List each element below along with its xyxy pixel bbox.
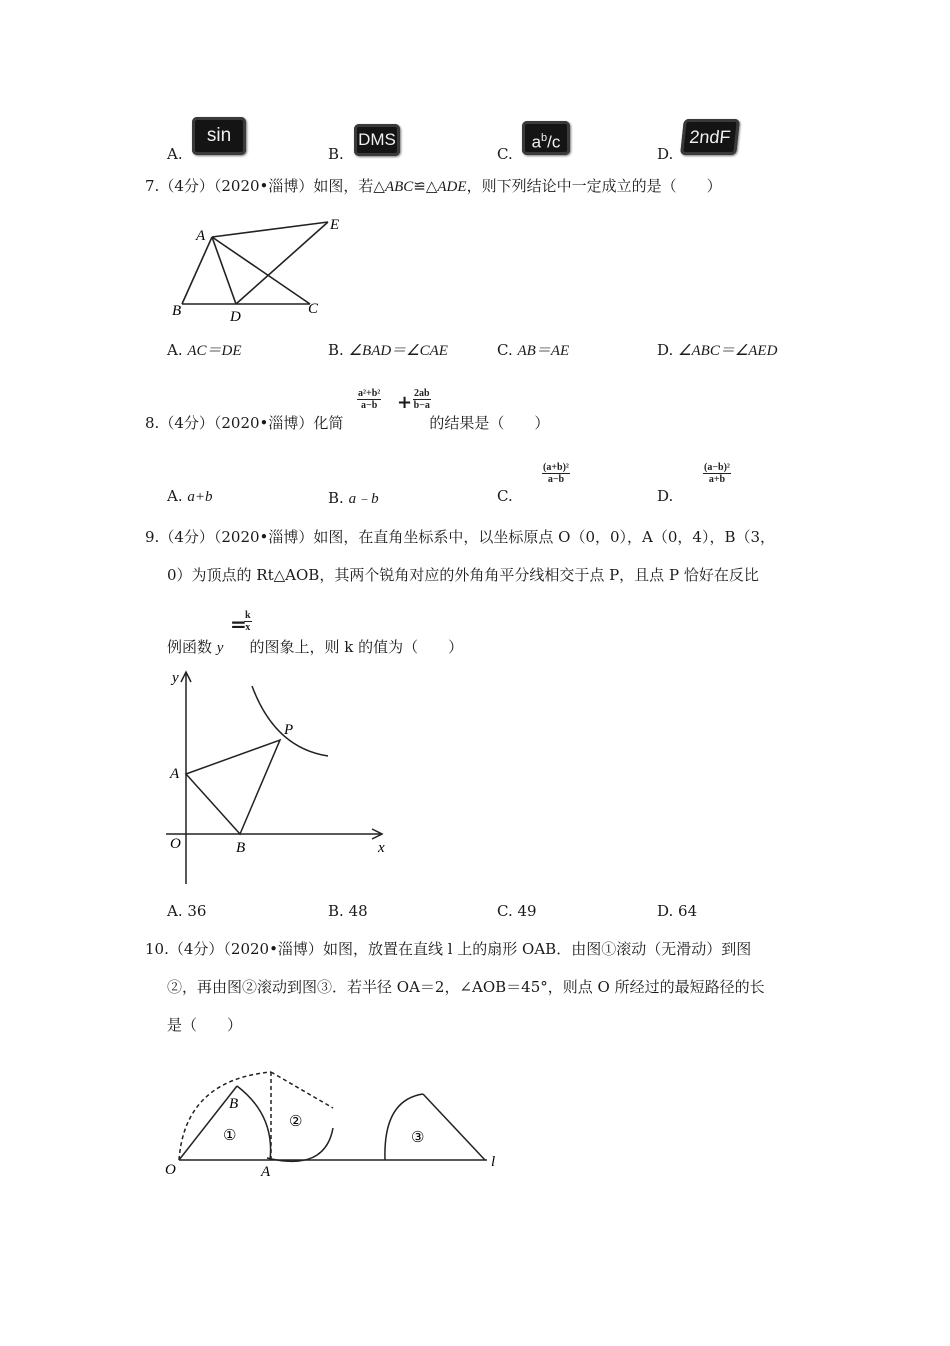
q10-sector1-arc bbox=[237, 1086, 271, 1160]
q7-label-b: B bbox=[172, 303, 182, 319]
q10-stem-line2: ②，再由图②滚动到图③．若半径 OA＝2，∠AOB＝45°，则点 O 所经过的最短路径的长 bbox=[167, 978, 765, 996]
q8-option-c-letter: C. bbox=[497, 487, 513, 505]
q7-segment-ac bbox=[212, 237, 310, 304]
q8-fraction-1: $\frac{\text{a²+b²}}{a-b}$ bbox=[358, 388, 381, 411]
q9-number: 9. bbox=[145, 528, 160, 546]
q10-sector3-arc bbox=[385, 1094, 423, 1160]
q8-option-c-fraction: $\frac{\text{(a+b)²}}{a-b}$ bbox=[543, 462, 569, 485]
q10-label-a: A bbox=[261, 1164, 271, 1180]
q7-label-e: E bbox=[330, 217, 340, 233]
q7-label-a: A bbox=[196, 228, 206, 244]
q7-option-a: AC＝DE bbox=[187, 343, 242, 359]
q9-label-p: P bbox=[284, 722, 294, 738]
q9-stem-line2: 0）为顶点的 Rt△AOB，其两个锐角对应的外角角平分线相交于点 P，且点 P 恰好在反比 bbox=[167, 566, 759, 584]
q8-number: 8. bbox=[145, 414, 160, 432]
q7-segment-ab bbox=[182, 237, 212, 304]
q10-dashed-slant bbox=[271, 1072, 333, 1108]
q8-option-b: a﹣b bbox=[348, 491, 379, 507]
q8-option-a: a+b bbox=[187, 489, 213, 505]
q8-option-d-fraction: $\frac{\text{(a−b)²}}{a+b}$ bbox=[704, 462, 730, 485]
q7-option-c: AB＝AE bbox=[517, 343, 570, 359]
q9-option-a: 36 bbox=[187, 902, 207, 920]
q10-circled-2: ② bbox=[289, 1114, 303, 1130]
q9-option-c: 49 bbox=[517, 902, 537, 920]
q6-option-b-letter: B. bbox=[328, 145, 344, 163]
q10-sector-rolling-figure bbox=[155, 1060, 515, 1185]
q10-circled-3: ③ bbox=[411, 1130, 425, 1146]
q9-label-b: B bbox=[236, 840, 246, 856]
q9-label-x: x bbox=[378, 840, 385, 856]
q9-stem-line1: 9.（4分）（2020•淄博）如图，在直角坐标系中，以坐标原点 O（0，0），A（0，4），B（3， bbox=[145, 528, 776, 546]
q9-triangle-apb bbox=[186, 740, 280, 834]
q8-stem: 8.（4分）（2020•淄博）化简 的结果是（ ） bbox=[145, 414, 550, 432]
q9-label-y: y bbox=[172, 670, 179, 686]
2ndf-key-icon: 2ndF bbox=[680, 119, 740, 155]
q7-segment-ad bbox=[212, 237, 236, 304]
q9-label-a: A bbox=[170, 766, 180, 782]
q8-option-d-letter: D. bbox=[657, 487, 674, 505]
q7-meta: （4分）（2020•淄博） bbox=[159, 177, 314, 195]
q10-stem-line1: 10.（4分）（2020•淄博）如图，放置在直线 l 上的扇形 OAB．由图①滚动（无滑动）到图 bbox=[145, 940, 752, 958]
q10-sector3-edge bbox=[423, 1094, 485, 1160]
q6-option-d-letter: D. bbox=[657, 145, 674, 163]
q9-coordinate-figure bbox=[160, 660, 400, 890]
q7-option-b: ∠BAD＝∠CAE bbox=[348, 343, 448, 359]
q7-option-d: ∠ABC＝∠AED bbox=[678, 343, 778, 359]
q10-stem-line3: 是（ ） bbox=[167, 1016, 243, 1034]
q10-circled-1: ① bbox=[223, 1128, 237, 1144]
q7-label-c: C bbox=[308, 301, 319, 317]
fraction-key-icon: $a^b/c$ bbox=[522, 121, 570, 155]
q7-label-d: D bbox=[230, 309, 241, 325]
dms-key-icon: DMS bbox=[354, 124, 400, 156]
q7-segment-ae bbox=[212, 222, 328, 237]
q7-number: 7. bbox=[145, 177, 160, 195]
q9-label-o: O bbox=[170, 836, 181, 852]
q7-stem: 7.（4分）（2020•淄博）如图，若△ABC≌△ADE，则下列结论中一定成立的是（ ） bbox=[145, 177, 722, 195]
q10-dashed-path-arc bbox=[179, 1072, 271, 1160]
q10-sector2-arc bbox=[267, 1128, 333, 1161]
q9-stem-line3: 例函数 y 的图象上，则 k 的值为（ ） bbox=[167, 638, 464, 656]
q7-triangle-figure bbox=[160, 205, 360, 330]
sin-key-icon: sin bbox=[192, 117, 246, 155]
q6-option-a-letter: A. bbox=[167, 145, 183, 163]
q10-number: 10. bbox=[145, 940, 169, 958]
q10-label-o: O bbox=[165, 1162, 176, 1178]
q9-option-b: 48 bbox=[348, 902, 368, 920]
q9-option-d: 64 bbox=[678, 902, 698, 920]
q8-plus: + bbox=[397, 392, 413, 413]
q8-fraction-2: $\frac{2ab}{b-a}$ bbox=[413, 388, 430, 411]
q9-k-over-x: $\frac{k}{x}$ bbox=[245, 610, 251, 633]
q10-label-l: l bbox=[491, 1154, 496, 1170]
q6-option-c-letter: C. bbox=[497, 145, 513, 163]
q8-meta: （4分）（2020•淄博） bbox=[159, 414, 314, 432]
q9-equals: = bbox=[230, 612, 247, 636]
q10-label-b: B bbox=[229, 1096, 239, 1112]
q9-meta: （4分）（2020•淄博） bbox=[159, 528, 314, 546]
q10-meta: （4分）（2020•淄博） bbox=[168, 940, 323, 958]
